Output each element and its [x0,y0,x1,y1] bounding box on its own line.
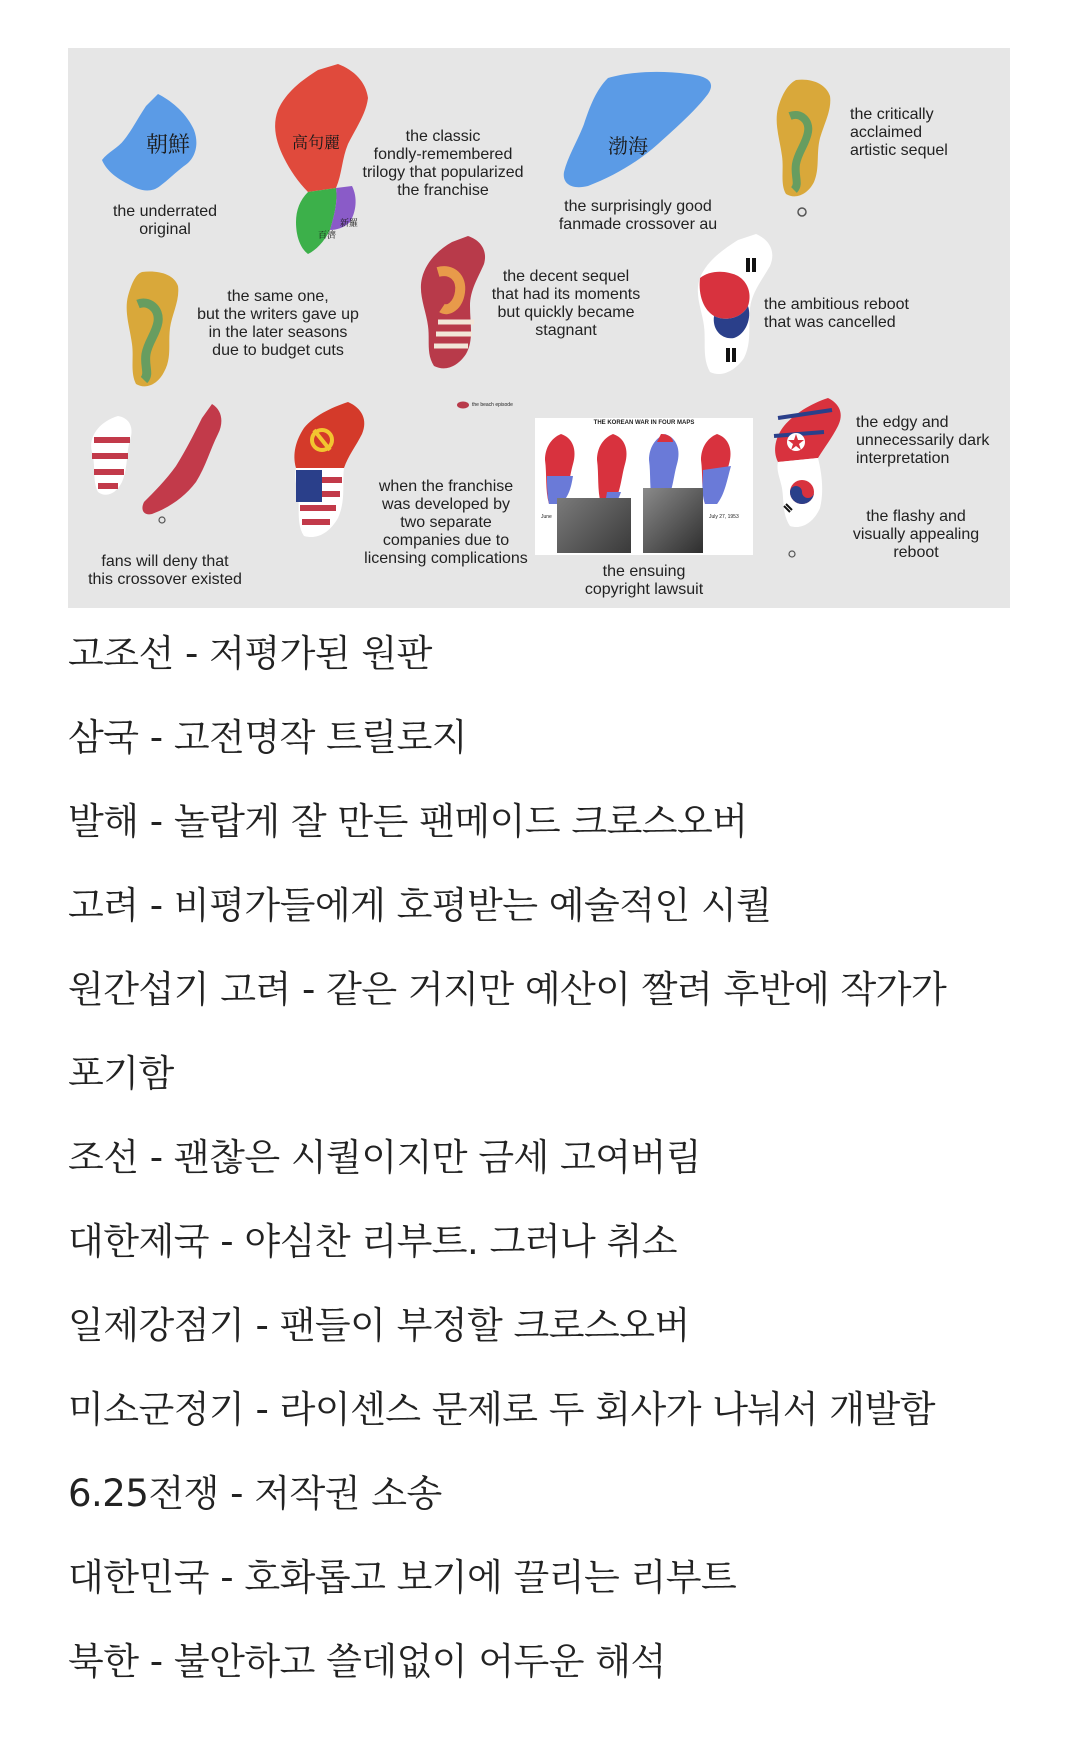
korean-empire-caption: the ambitious reboot that was cancelled [764,296,909,331]
list-item: 고려 - 비평가들에게 호평받는 예술적인 시퀄 [68,884,772,927]
south-korea-caption: the flashy and visually appealing reboot [852,508,980,561]
beach-episode-island [456,400,470,410]
goguryeo-map-label: 高句麗 [292,133,341,152]
japanese-rule-caption: fans will deny that this crossover existed [88,553,242,588]
war-photo-left [557,498,631,553]
list-item: 원간섭기 고려 - 같은 거지만 예산이 짤려 후반에 작가가 [68,968,947,1011]
goryeo-caption: the critically acclaimed artistic sequel [850,106,948,159]
late-goryeo-caption: the same one, but the writers gave up in the later seasons due to budget cuts [197,288,359,359]
baekje-map-label: 百濟 [318,231,337,241]
list-item: 포기함 [68,1052,174,1095]
list-item: 고조선 - 저평가된 원판 [68,632,432,675]
japanese-rule-map [78,400,278,530]
photo-strip-date-end: July 27, 1953 [709,514,739,520]
list-item: 북한 - 불안하고 쓸데없이 어두운 해석 [68,1640,666,1683]
list-item: 조선 - 괜찮은 시퀄이지만 금세 고여버림 [68,1136,702,1179]
korean-war-caption: the ensuing copyright lawsuit [584,563,704,598]
joseon-caption: the decent sequel that had its moments but quickly became stagnant [491,268,641,339]
war-photo-right [643,488,703,553]
photo-strip-title: THE KOREAN WAR IN FOUR MAPS [593,420,695,426]
trusteeship-caption: when the franchise was developed by two separate companies due to licensing complications [364,478,528,567]
silla-map-label: 新羅 [340,219,359,229]
list-item: 일제강점기 - 팬들이 부정할 크로스오버 [68,1304,690,1347]
gojoseon-map-label: 朝鮮 [146,133,191,158]
balhae-caption: the surprisingly good fanmade crossover au [558,198,718,233]
gojoseon-caption: the underrated original [112,203,218,238]
three-kingdoms-caption: the classic fondly-remembered trilogy that popularized the franchise [362,128,524,199]
list-item: 6.25전쟁 - 저작권 소송 [68,1472,442,1515]
list-item: 미소군정기 - 라이센스 문제로 두 회사가 나눠서 개발함 [68,1388,936,1431]
north-korea-caption: the edgy and unnecessarily dark interpretation [856,414,990,467]
photo-strip-date-start: June [541,514,552,520]
balhae-map-label: 渤海 [608,134,648,158]
list-item: 삼국 - 고전명작 트릴로지 [68,716,468,759]
korean-history-list [68,612,1028,1704]
goryeo-map [768,76,848,216]
list-item: 발해 - 놀랍게 잘 만든 팬메이드 크로스오버 [68,800,748,843]
list-item: 대한민국 - 호화롭고 보기에 끌리는 리부트 [68,1556,737,1599]
list-item: 대한제국 - 야심찬 리부트. 그러나 취소 [68,1220,678,1263]
meme-image [68,48,1010,608]
korean-war-photo-strip [535,418,753,555]
beach-episode-label: the beach episode [472,402,513,408]
